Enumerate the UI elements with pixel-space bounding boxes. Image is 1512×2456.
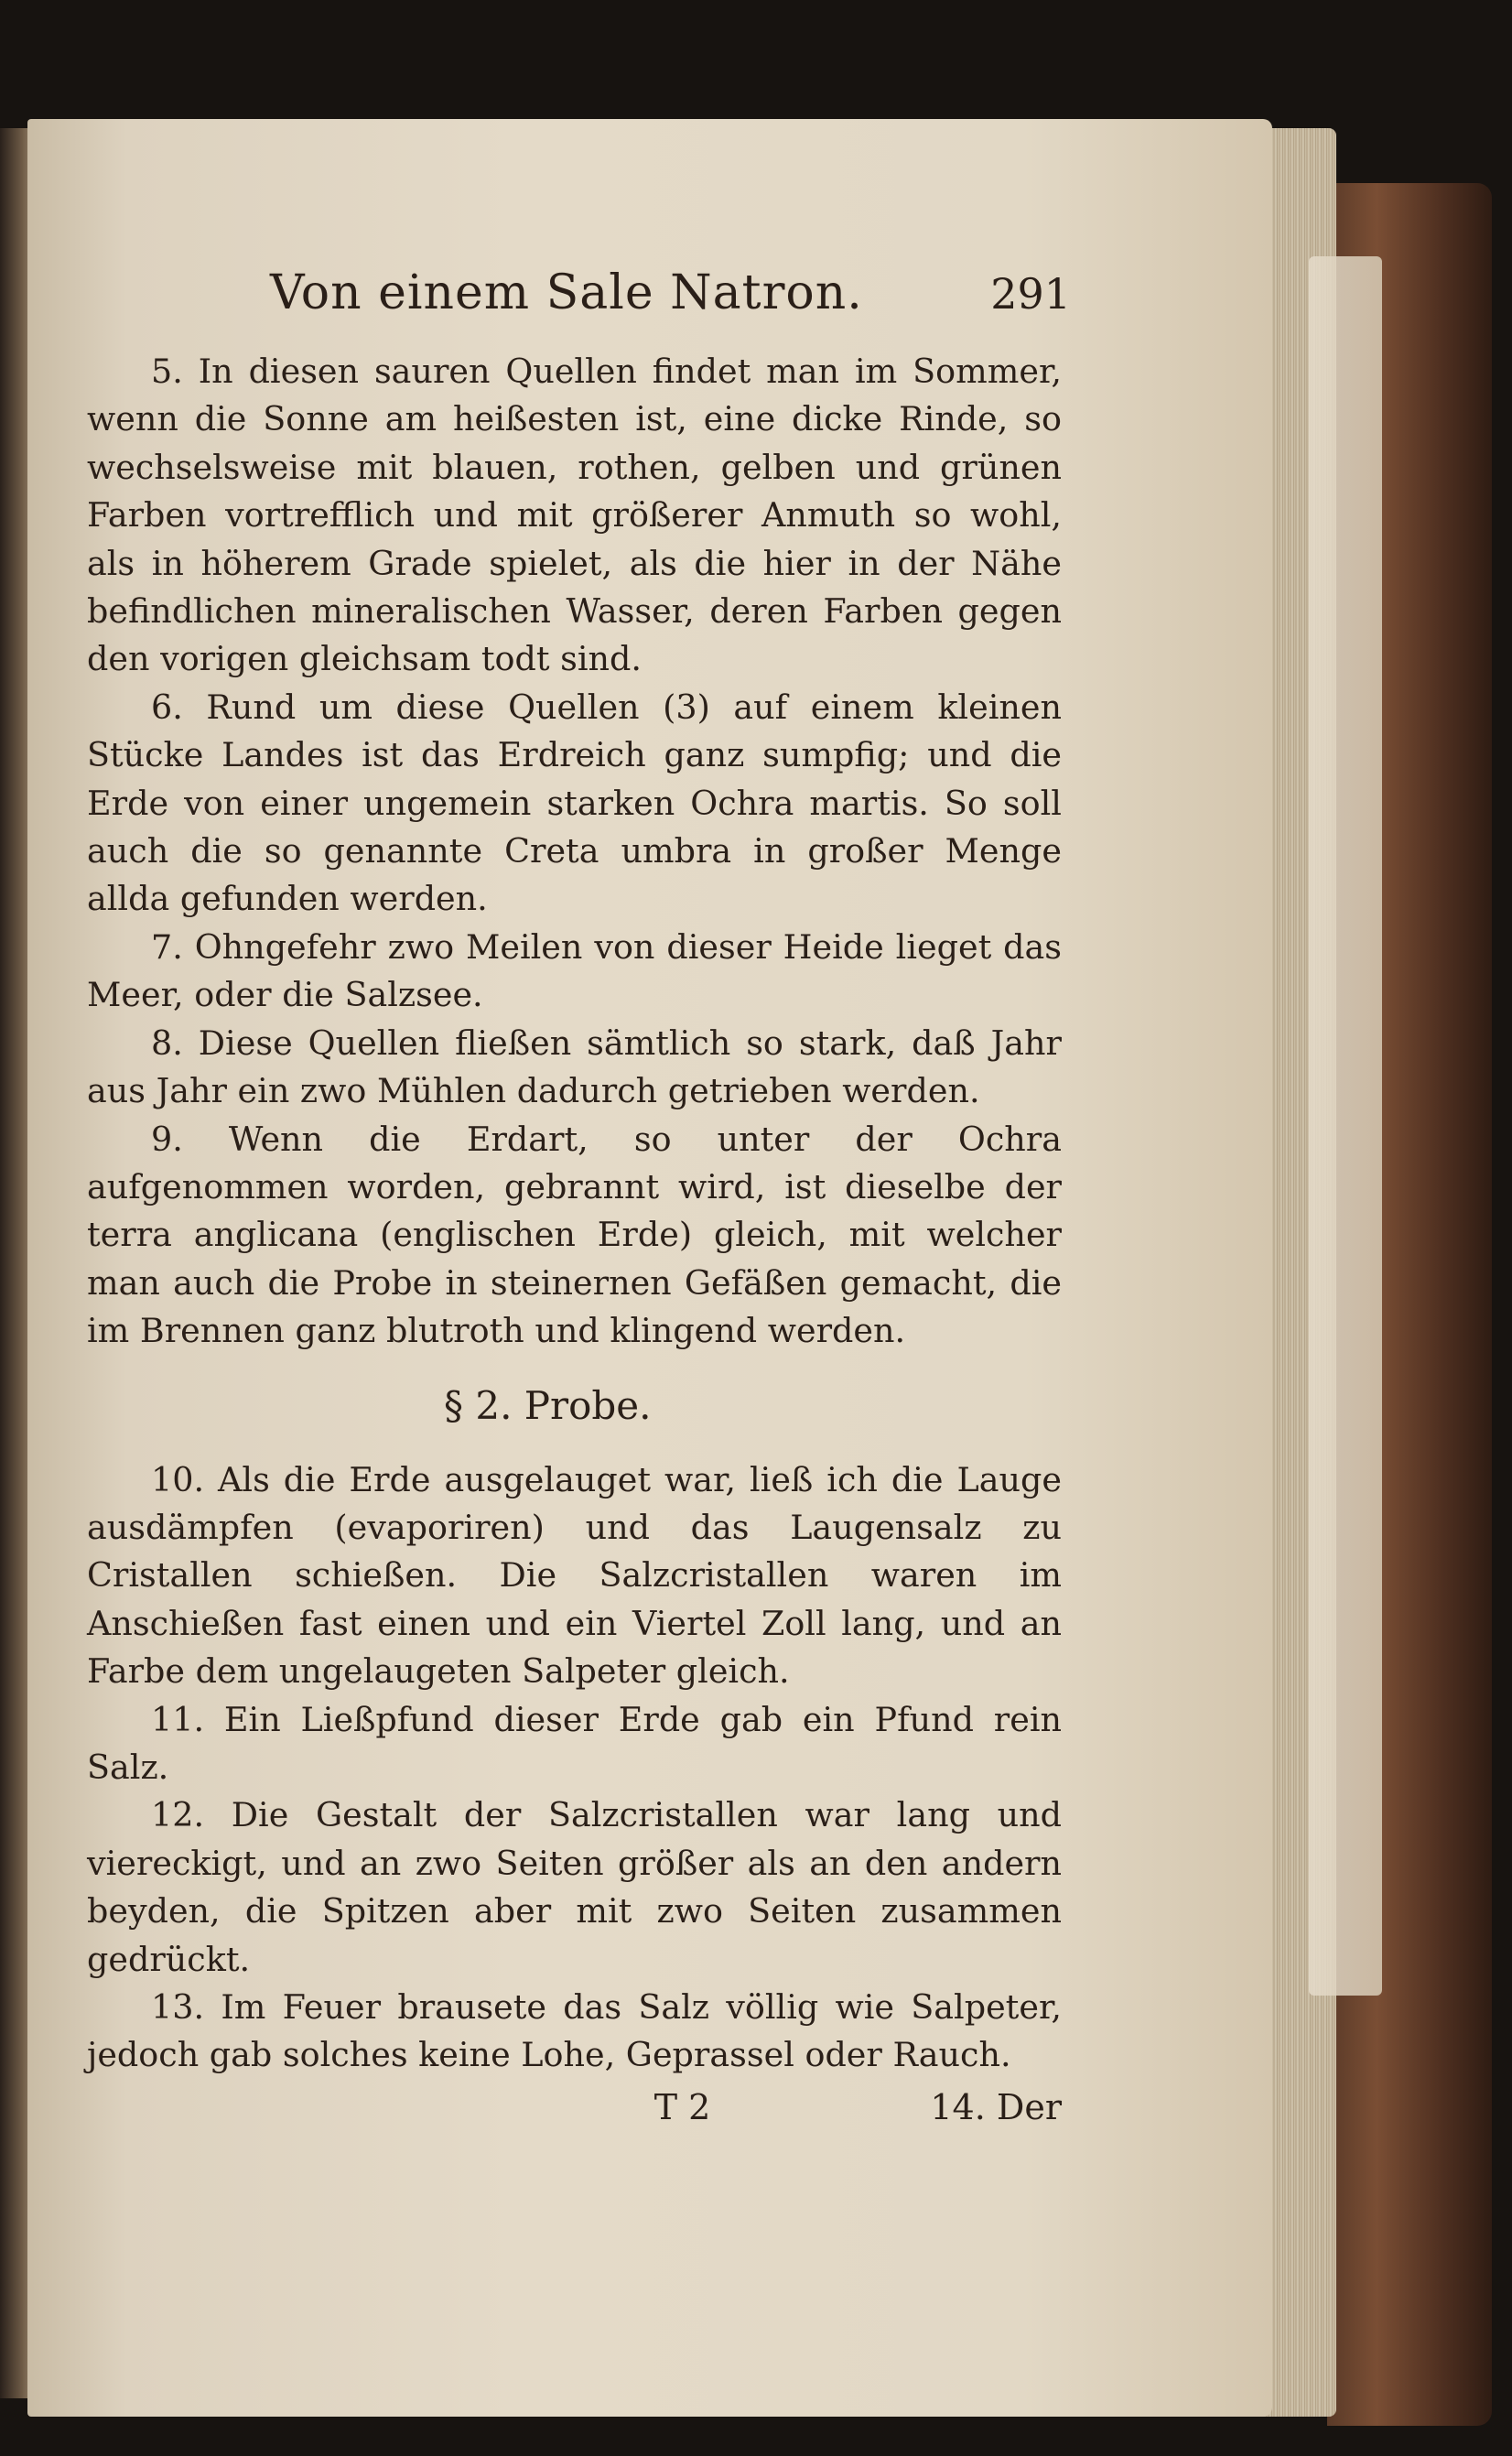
signature-mark: T 2: [653, 2086, 711, 2127]
paragraph-number: 10.: [151, 1459, 205, 1499]
paragraph: [87, 348, 1062, 684]
page-header: [87, 265, 1071, 348]
paragraph-text: Als die Erde ausgelauget war, ließ ich die Lauge ausdämpfen (evaporiren) und das Laugensalz zu Cristallen schießen. Die Salzcristallen waren im Anschießen fast einen und ein Viertel Zoll lang, und an Farbe dem ungelaugeten Salpeter gleich.: [87, 1459, 1062, 1692]
paragraph: [87, 1696, 1062, 1792]
paragraph: [87, 1984, 1062, 2080]
paragraph-text: Diese Quellen fließen sämtlich so stark, daß Jahr aus Jahr ein zwo Mühlen dadurch getrieben werden.: [87, 1022, 1062, 1111]
paragraph-number: 12.: [151, 1795, 205, 1835]
paragraph-text: Ein Ließpfund dieser Erde gab ein Pfund rein Salz.: [87, 1699, 1062, 1787]
paragraph-text: In diesen sauren Quellen findet man im Sommer, wenn die Sonne am heißesten ist, eine dicke Rinde, so wechselsweise mit blauen, rothen, gelben und grünen Farben vortrefflich und mit größerer Anmuth so wohl, als in höherem Grade spielet, als die hier in der Nähe befindlichen mineralischen Wasser, deren Farben gegen den vorigen gleichsam todt sind.: [87, 352, 1062, 679]
page-number: 291: [990, 269, 1071, 319]
paragraph: [87, 1116, 1062, 1356]
catchword: 14. Der: [930, 2086, 1062, 2127]
paragraph: [87, 1791, 1062, 1984]
paragraph-number: 9.: [151, 1119, 183, 1159]
paragraph-number: 6.: [151, 687, 183, 727]
paragraph-text: Ohngefehr zwo Meilen von dieser Heide lieget das Meer, oder die Salzsee.: [87, 926, 1063, 1015]
paragraph: [87, 1456, 1062, 1696]
paragraph-text: Wenn die Erdart, so unter der Ochra aufgenommen worden, gebrannt wird, ist dieselbe der terra anglicana (englischen Erde) gleich, mit welcher man auch die Probe in steinernen Gefäßen gemacht, die im Brennen ganz blutroth und klingend werden.: [87, 1119, 1062, 1351]
paragraph-number: 7.: [151, 926, 183, 967]
paragraph: [87, 684, 1062, 924]
paragraph-number: 5.: [151, 352, 183, 391]
torn-paper-slip: [1309, 256, 1382, 1996]
text-block: [87, 265, 1071, 2133]
paragraph: [87, 1020, 1062, 1116]
paragraph: [87, 924, 1062, 1020]
paragraph-text: Rund um diese Quellen (3) auf einem kleinen Stücke Landes ist das Erdreich ganz sumpfig; und die Erde von einer ungemein starken Ochra martis. So soll auch die so genannte Creta umbra in großer Menge allda gefunden werden.: [87, 687, 1062, 919]
paragraph-number: 8.: [151, 1022, 183, 1063]
section-heading: § 2. Probe.: [444, 1382, 652, 1428]
paragraph-text: Die Gestalt der Salzcristallen war lang und viereckigt, und an zwo Seiten größer als an den andern beyden, die Spitzen aber mit zwo Seiten zusammen gedrückt.: [87, 1795, 1063, 1979]
paragraph-text: Im Feuer brausete das Salz völlig wie Salpeter, jedoch gab solches keine Lohe, Geprassel oder Rauch.: [87, 1987, 1062, 2075]
page-footer: [87, 2082, 1062, 2133]
paragraph-number: 11.: [151, 1699, 205, 1739]
paragraph-number: 13.: [151, 1987, 205, 2027]
running-title: Von einem Sale Natron.: [270, 265, 863, 320]
